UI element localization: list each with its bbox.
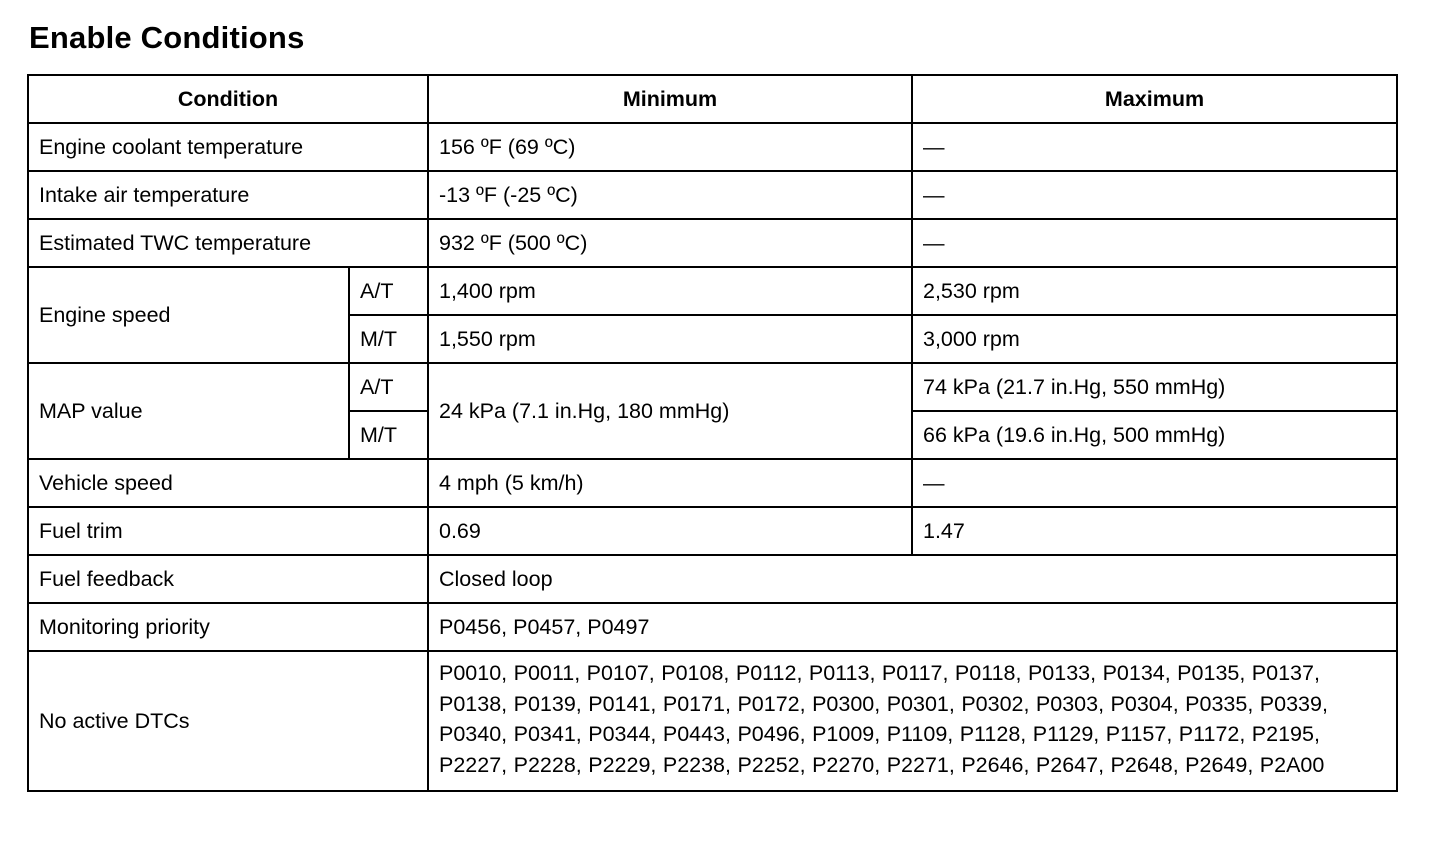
min-value: 0.69 (428, 507, 912, 555)
min-value: 24 kPa (7.1 in.Hg, 180 mmHg) (428, 363, 912, 459)
row-label: MAP value (28, 363, 349, 459)
table-row (28, 363, 1397, 411)
header-minimum: Minimum (428, 75, 912, 123)
transmission-label: A/T (349, 363, 428, 411)
min-value: -13 ºF (-25 ºC) (428, 171, 912, 219)
row-label: Estimated TWC temperature (28, 219, 428, 267)
header-row (28, 75, 1397, 123)
min-value: 156 ºF (69 ºC) (428, 123, 912, 171)
table-row (28, 603, 1397, 651)
table-row (28, 507, 1397, 555)
min-value: 1,400 rpm (428, 267, 912, 315)
row-label: Monitoring priority (28, 603, 428, 651)
max-value: 3,000 rpm (912, 315, 1397, 363)
table-row (28, 459, 1397, 507)
min-value: 4 mph (5 km/h) (428, 459, 912, 507)
transmission-label: M/T (349, 315, 428, 363)
min-value: 932 ºF (500 ºC) (428, 219, 912, 267)
max-value: — (912, 171, 1397, 219)
row-label: No active DTCs (28, 651, 428, 791)
table-row (28, 267, 1397, 315)
page-title: Enable Conditions (29, 20, 305, 55)
max-value: 1.47 (912, 507, 1397, 555)
table-row (28, 219, 1397, 267)
row-label: Intake air temperature (28, 171, 428, 219)
row-label: Fuel trim (28, 507, 428, 555)
table-row (28, 171, 1397, 219)
transmission-label: M/T (349, 411, 428, 459)
min-value: 1,550 rpm (428, 315, 912, 363)
table-row (28, 651, 1397, 791)
row-label: Fuel feedback (28, 555, 428, 603)
max-value: 66 kPa (19.6 in.Hg, 500 mmHg) (912, 411, 1397, 459)
max-value: — (912, 219, 1397, 267)
table-row (28, 555, 1397, 603)
max-value: — (912, 123, 1397, 171)
dtc-list: P0010, P0011, P0107, P0108, P0112, P0113, P0117, P0118, P0133, P0134, P0135, P0137, P0138, P0139, P0141, P0171, P0172, P0300, P0301, P0302, P0303, P0304, P0335, P0339, P0340, P0341, P0344, P0443, P0496, P1009, P1109, P1128, P1129, P1157, P1172, P2195, P2227, P2228, P2229, P2238, P2252, P2270, P2271, P2646, P2647, P2648, P2649, P2A00 (428, 651, 1397, 791)
table-row (28, 123, 1397, 171)
spanning-value: Closed loop (428, 555, 1397, 603)
max-value: 2,530 rpm (912, 267, 1397, 315)
spanning-value: P0456, P0457, P0497 (428, 603, 1397, 651)
row-label: Vehicle speed (28, 459, 428, 507)
header-condition: Condition (28, 75, 428, 123)
enable-conditions-table (27, 74, 1398, 792)
transmission-label: A/T (349, 267, 428, 315)
row-label: Engine coolant temperature (28, 123, 428, 171)
header-maximum: Maximum (912, 75, 1397, 123)
max-value: — (912, 459, 1397, 507)
row-label: Engine speed (28, 267, 349, 363)
max-value: 74 kPa (21.7 in.Hg, 550 mmHg) (912, 363, 1397, 411)
